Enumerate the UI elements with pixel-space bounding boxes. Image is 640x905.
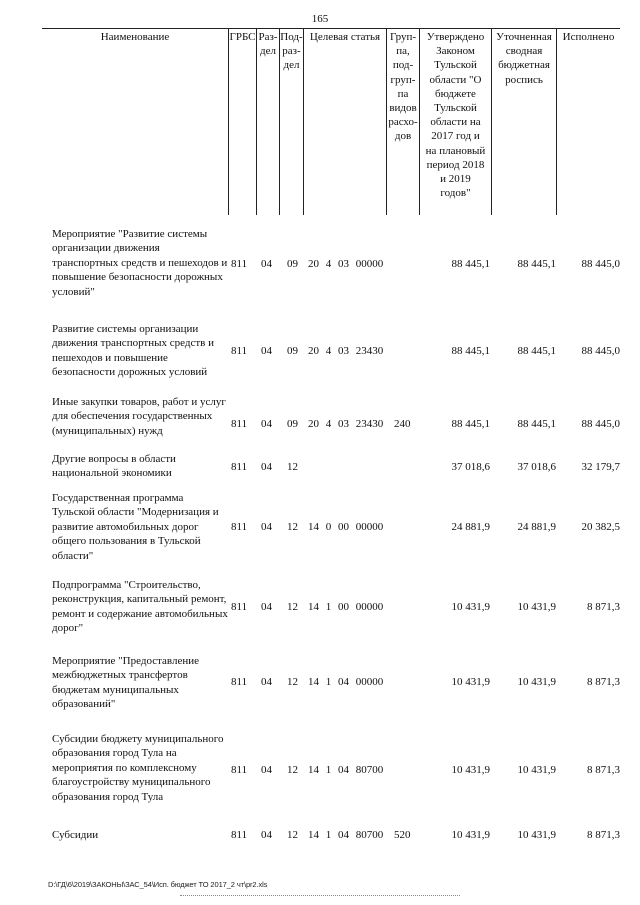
cell-podrazdel: 12 (287, 764, 298, 776)
cell-razdel: 04 (261, 418, 272, 430)
col-divider (556, 28, 557, 215)
footer-file-path: D:\ГД\6\2019\ЗАКОНЫ\ЗАС_54\Исп. бюджет ТО 2017_2 чт\pr2.xls (48, 880, 268, 889)
cell-grbs: 811 (231, 418, 248, 430)
cell-utverzhdeno: 10 431,9 (451, 676, 490, 688)
cell-razdel: 04 (261, 258, 272, 270)
header-gruppa: Груп- па, под- груп- па видов расхо- дов (388, 31, 418, 143)
cell-utochnennaya: 88 445,1 (517, 258, 556, 270)
cell-grbs: 811 (231, 601, 248, 613)
row-name: Мероприятие "Развитие системы организации движения транспортных средств и пешеходов и повышение безопасности дорожных условий" (52, 228, 228, 298)
cell-podrazdel: 12 (287, 601, 298, 613)
cell-grbs: 811 (231, 521, 248, 533)
row-name: Субсидии бюджету муниципального образования город Тула на мероприятия по комплексному благоустройству муниципального образования город Тула (52, 733, 224, 803)
cell-grbs: 811 (231, 345, 248, 357)
cell-razdel: 04 (261, 521, 272, 533)
row-name: Государственная программа Тульской области "Модернизация и развитие автомобильных дорог общего пользования в Тульской области" (52, 492, 219, 562)
cell-tselevaya: 14 1 04 00000 (308, 676, 384, 688)
cell-grbs: 811 (231, 676, 248, 688)
row-name: Другие вопросы в области национальной экономики (52, 453, 176, 480)
header-utochnennaya: Уточненная сводная бюджетная роспись (496, 31, 552, 86)
cell-tselevaya: 20 4 03 23430 (308, 418, 384, 430)
header-tselevaya: Целевая статья (309, 31, 381, 43)
cell-utverzhdeno: 88 445,1 (451, 418, 490, 430)
cell-utverzhdeno: 88 445,1 (451, 345, 490, 357)
cell-ispolneno: 88 445,0 (581, 418, 620, 430)
cell-utverzhdeno: 10 431,9 (451, 829, 490, 841)
cell-podrazdel: 09 (287, 418, 298, 430)
col-divider (303, 28, 304, 215)
cell-tselevaya: 14 1 00 00000 (308, 601, 384, 613)
scan-artifact-line (180, 895, 460, 897)
col-divider (228, 28, 229, 215)
cell-razdel: 04 (261, 345, 272, 357)
cell-ispolneno: 8 871,3 (587, 764, 620, 776)
row-name: Подпрограмма "Строительство, реконструкция, капитальный ремонт, ремонт и содержание автомобильных дорог" (52, 579, 228, 635)
cell-utverzhdeno: 10 431,9 (451, 764, 490, 776)
cell-utochnennaya: 37 018,6 (517, 461, 556, 473)
cell-ispolneno: 8 871,3 (587, 676, 620, 688)
cell-utochnennaya: 88 445,1 (517, 345, 556, 357)
cell-tselevaya: 14 1 04 80700 (308, 764, 384, 776)
cell-tselevaya: 14 1 04 80700 (308, 829, 384, 841)
header-razdel: Раз- дел (258, 31, 278, 58)
cell-podrazdel: 12 (287, 829, 298, 841)
cell-razdel: 04 (261, 764, 272, 776)
cell-vid: 240 (394, 418, 411, 430)
cell-utochnennaya: 10 431,9 (517, 601, 556, 613)
cell-utochnennaya: 10 431,9 (517, 829, 556, 841)
row-name: Субсидии (52, 829, 99, 841)
cell-grbs: 811 (231, 461, 248, 473)
cell-razdel: 04 (261, 829, 272, 841)
cell-grbs: 811 (231, 764, 248, 776)
cell-razdel: 04 (261, 601, 272, 613)
cell-podrazdel: 09 (287, 345, 298, 357)
cell-ispolneno: 88 445,0 (581, 345, 620, 357)
cell-vid: 520 (394, 829, 411, 841)
cell-podrazdel: 12 (287, 521, 298, 533)
cell-grbs: 811 (231, 258, 248, 270)
cell-utochnennaya: 10 431,9 (517, 676, 556, 688)
row-name: Иные закупки товаров, работ и услуг для обеспечения государственных (муниципальных) нужд (52, 396, 226, 437)
page-number: 165 (311, 13, 329, 25)
cell-utverzhdeno: 10 431,9 (451, 601, 490, 613)
row-name: Развитие системы организации движения транспортных средств и пешеходов и повышение безопасности дорожных условий (52, 323, 215, 379)
header-utverzhdeno: Утверждено Законом Тульской области "О бюджете Тульской области на 2017 год и на плановый период 2018 и 2019 годов" (425, 31, 486, 200)
row-name: Мероприятие "Предоставление межбюджетных трансфертов бюджетам муниципальных образований" (52, 655, 200, 711)
cell-podrazdel: 12 (287, 461, 298, 473)
cell-ispolneno: 8 871,3 (587, 601, 620, 613)
cell-utochnennaya: 10 431,9 (517, 764, 556, 776)
header-top-border (42, 28, 620, 29)
cell-utverzhdeno: 37 018,6 (451, 461, 490, 473)
cell-razdel: 04 (261, 676, 272, 688)
cell-grbs: 811 (231, 829, 248, 841)
cell-ispolneno: 32 179,7 (581, 461, 620, 473)
cell-utochnennaya: 88 445,1 (517, 418, 556, 430)
header-grbs: ГРБС (229, 31, 256, 43)
cell-podrazdel: 09 (287, 258, 298, 270)
cell-ispolneno: 20 382,5 (581, 521, 620, 533)
cell-ispolneno: 88 445,0 (581, 258, 620, 270)
cell-tselevaya: 14 0 00 00000 (308, 521, 384, 533)
cell-utverzhdeno: 88 445,1 (451, 258, 490, 270)
cell-utverzhdeno: 24 881,9 (451, 521, 490, 533)
header-name: Наименование (100, 31, 170, 43)
cell-tselevaya: 20 4 03 00000 (308, 258, 384, 270)
cell-utochnennaya: 24 881,9 (517, 521, 556, 533)
cell-ispolneno: 8 871,3 (587, 829, 620, 841)
header-podrazdel: Под- раз- дел (280, 31, 303, 72)
cell-tselevaya: 20 4 03 23430 (308, 345, 384, 357)
header-ispolneno: Исполнено (562, 31, 615, 43)
cell-podrazdel: 12 (287, 676, 298, 688)
cell-razdel: 04 (261, 461, 272, 473)
